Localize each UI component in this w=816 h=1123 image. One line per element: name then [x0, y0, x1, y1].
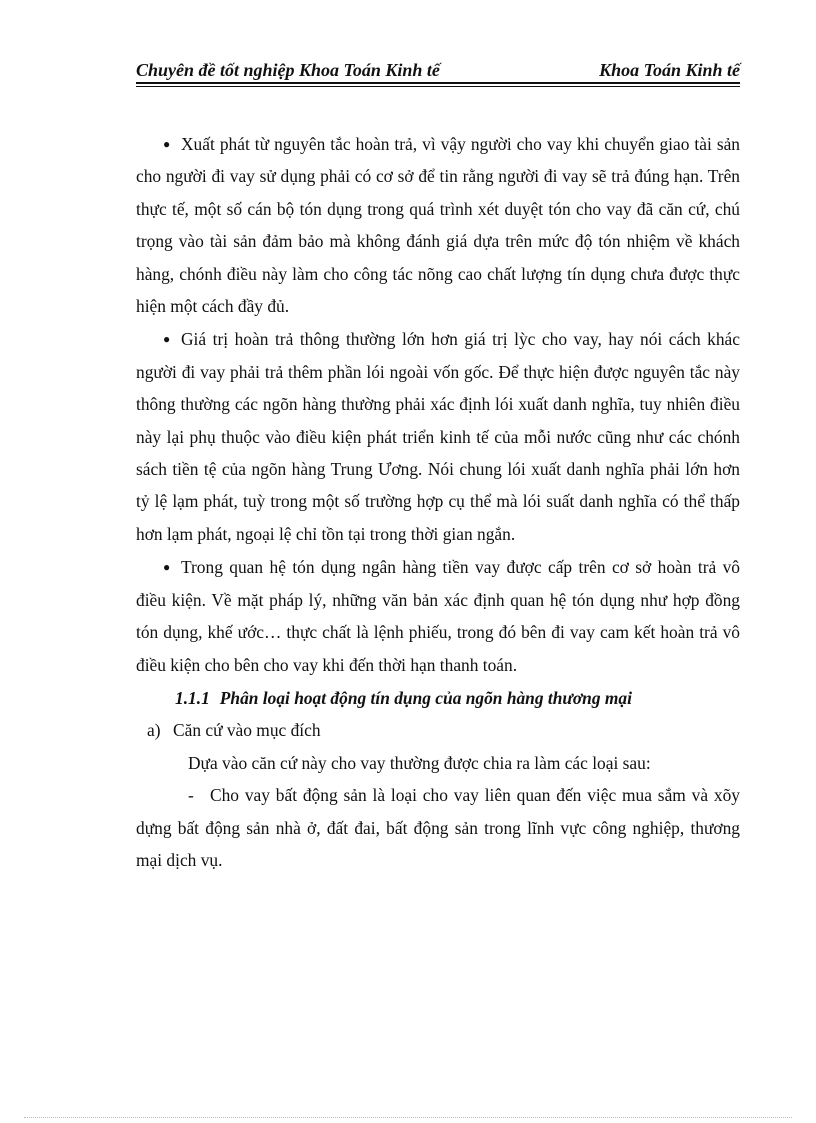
section-title: Phân loại hoạt động tín dụng của ngõn hàng thương mại: [219, 687, 632, 708]
subsection-title: Căn cứ vào mục đích: [173, 720, 321, 741]
dash-marker: -: [188, 785, 194, 806]
dash-list-item: [136, 779, 740, 876]
page-content: [136, 128, 740, 876]
bullet-dot-icon: ●: [163, 332, 171, 347]
bullet-paragraph: [136, 128, 740, 322]
bullet-text: Xuất phát từ nguyên tắc hoàn trả, vì vậy người cho vay khi chuyển giao tài sản cho người đi vay sử dụng phải có cơ sở để tin rằng người đi vay sẽ trả đúng hạn. Trên thực tế, một số cán bộ tón dụng trong quá trình xét duyệt tón cho vay đã căn cứ, chú trọng vào tài sản đảm bảo mà không đánh giá dựa trên mức độ tón nhiệm về khách hàng, chónh điều này làm cho công tác nõng cao chất lượng tín dụng chưa được thực hiện một cách đầy đủ.: [136, 134, 740, 317]
page-header: [136, 56, 740, 84]
header-rule: [136, 82, 740, 84]
bullet-paragraph: [136, 323, 740, 550]
bullet-paragraph: [136, 551, 740, 681]
bullet-dot-icon: ●: [163, 137, 171, 151]
subsection-letter: a): [147, 720, 161, 741]
header-left-title: Chuyên đề tốt nghiệp Khoa Toán Kinh tế: [136, 60, 440, 80]
intro-paragraph: Dựa vào căn cứ này cho vay thường được chia ra làm các loại sau:: [188, 752, 651, 773]
section-heading: [136, 682, 740, 714]
subsection-heading: [136, 714, 740, 746]
header-right-title: Khoa Toán Kinh tế: [599, 60, 740, 80]
dash-item-text: Cho vay bất động sản là loại cho vay liên quan đến việc mua sắm và xõy dựng bất động sản nhà ở, đất đai, bất động sản trong lĩnh vực công nghiệp, thương mại dịch vụ.: [136, 785, 740, 870]
footer-dotted-rule: [24, 1117, 792, 1118]
header-rule-thin: [136, 86, 740, 87]
section-number: 1.1.1: [175, 687, 210, 708]
bullet-text: Trong quan hệ tón dụng ngân hàng tiền vay được cấp trên cơ sở hoàn trả vô điều kiện. Về mặt pháp lý, những văn bản xác định quan hệ tón dụng như hợp đồng tón dụng, khế ước… thực chất là lệnh phiếu, trong đó bên đi vay cam kết hoàn trả vô điều kiện cho bên cho vay khi đến thời hạn thanh toán.: [136, 557, 740, 675]
bullet-dot-icon: ●: [163, 560, 171, 575]
bullet-text: Giá trị hoàn trả thông thường lớn hơn giá trị lỳc cho vay, hay nói cách khác người đi vay phải trả thêm phần lói ngoài vốn gốc. Để thực hiện được nguyên tắc này thông thường các ngõn hàng thường phải xác định lói xuất danh nghĩa, tuy nhiên điều này lại phụ thuộc vào điều kiện phát triển kinh tế của mỗi nước cũng như các chónh sách tiền tệ của ngõn hàng Trung Ương. Nói chung lói xuất danh nghĩa phải lớn hơn tỷ lệ lạm phát, tuỳ trong một số trường hợp cụ thể mà lói suất danh nghĩa có thể thấp hơn lạm phát, ngoại lệ chỉ tồn tại trong thời gian ngắn.: [136, 329, 740, 544]
